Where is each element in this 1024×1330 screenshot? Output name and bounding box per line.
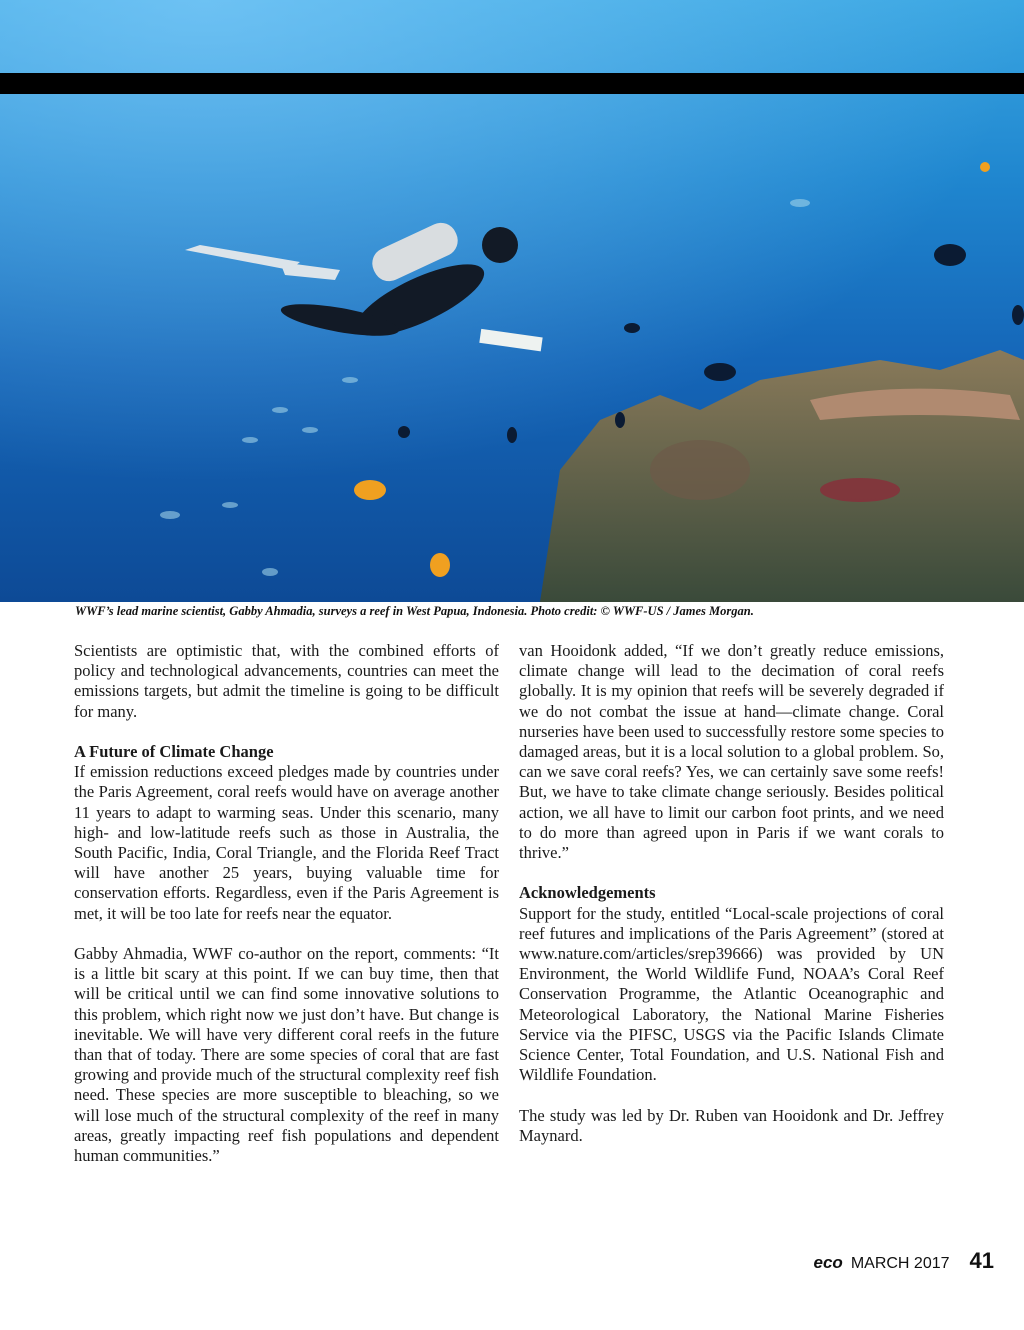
magazine-name: eco xyxy=(813,1253,843,1272)
photo-caption: WWF’s lead marine scientist, Gabby Ahmadia, surveys a reef in West Papua, Indonesia. Photo credit: © WWF-US / James Morgan. xyxy=(75,604,754,618)
paragraph: van Hooidonk added, “If we don’t greatly reduce emissions, climate change will lead to the decimation of coral reefs globally. It is my opinion that reefs will be severely degraded if we do not combat the issue at hand—climate change. Coral nurseries have been used to successfully restore some species to damaged areas, but it is a local solution to a global problem. So, can we save coral reefs? Yes, we can certainly save some reefs! But, we have to take climate change seriously. Besides political action, we all have to limit our carbon foot prints, and we need to do more than agreed upon in Paris if we want corals to thrive.” xyxy=(519,641,944,863)
paragraph: Scientists are optimistic that, with the combined efforts of policy and technological advancements, countries can meet the emissions targets, but admit the timeline is going to be difficult for many. xyxy=(74,641,499,721)
paragraph: Gabby Ahmadia, WWF co-author on the report, comments: “It is a little bit scary at this point. If we can buy time, then that will be critical until we can find some innovative solutions to this problem, which right now we just don’t have. But change is inevitable. We will have very different coral reefs in the future than that of today. There are some species of coral that are fast growing and provide much of the structural complexity reef fish need. These species are more susceptible to bleaching, so we will lose much of the structural complexity of the reef in many areas, greatly impacting reef fish populations and dependent human communities.” xyxy=(74,944,499,1166)
section-heading: Acknowledgements xyxy=(519,883,656,903)
right-column xyxy=(519,641,944,1166)
section-heading: A Future of Climate Change xyxy=(74,742,274,761)
diver-reef-photo xyxy=(0,0,1024,602)
page-number: 41 xyxy=(969,1248,994,1273)
paragraph: If emission reductions exceed pledges made by countries under the Paris Agreement, coral reefs would have on average another 11 years to adapt to warming seas. Under this scenario, many high- and low-latitude reefs such as those in Australia, the South Pacific, India, Coral Triangle, and the Florida Reef Tract will have another 25 years, buying valuable time for conservation efforts. Regardless, even if the Paris Agreement is met, it will be too late for reefs near the equator. xyxy=(74,762,499,923)
issue-date: MARCH 2017 xyxy=(850,1255,950,1272)
page-footer xyxy=(814,1248,994,1274)
left-column xyxy=(74,641,499,1186)
paragraph: Support for the study, entitled “Local-scale projections of coral reef futures and implications of the Paris Agreement” (stored at www.nature.com/articles/srep39666) was provided by UN Environment, the World Wildlife Fund, NOAA’s Coral Reef Conservation Programme, the Atlantic Oceanographic and Meteorological Laboratory, the National Marine Fisheries Service via the PIFSC, USGS via the Pacific Islands Climate Science Center, Total Foundation, and U.S. National Fish and Wildlife Foundation. xyxy=(519,903,944,1085)
black-band xyxy=(0,73,1024,94)
paragraph: The study was led by Dr. Ruben van Hooidonk and Dr. Jeffrey Maynard. xyxy=(519,1105,944,1145)
